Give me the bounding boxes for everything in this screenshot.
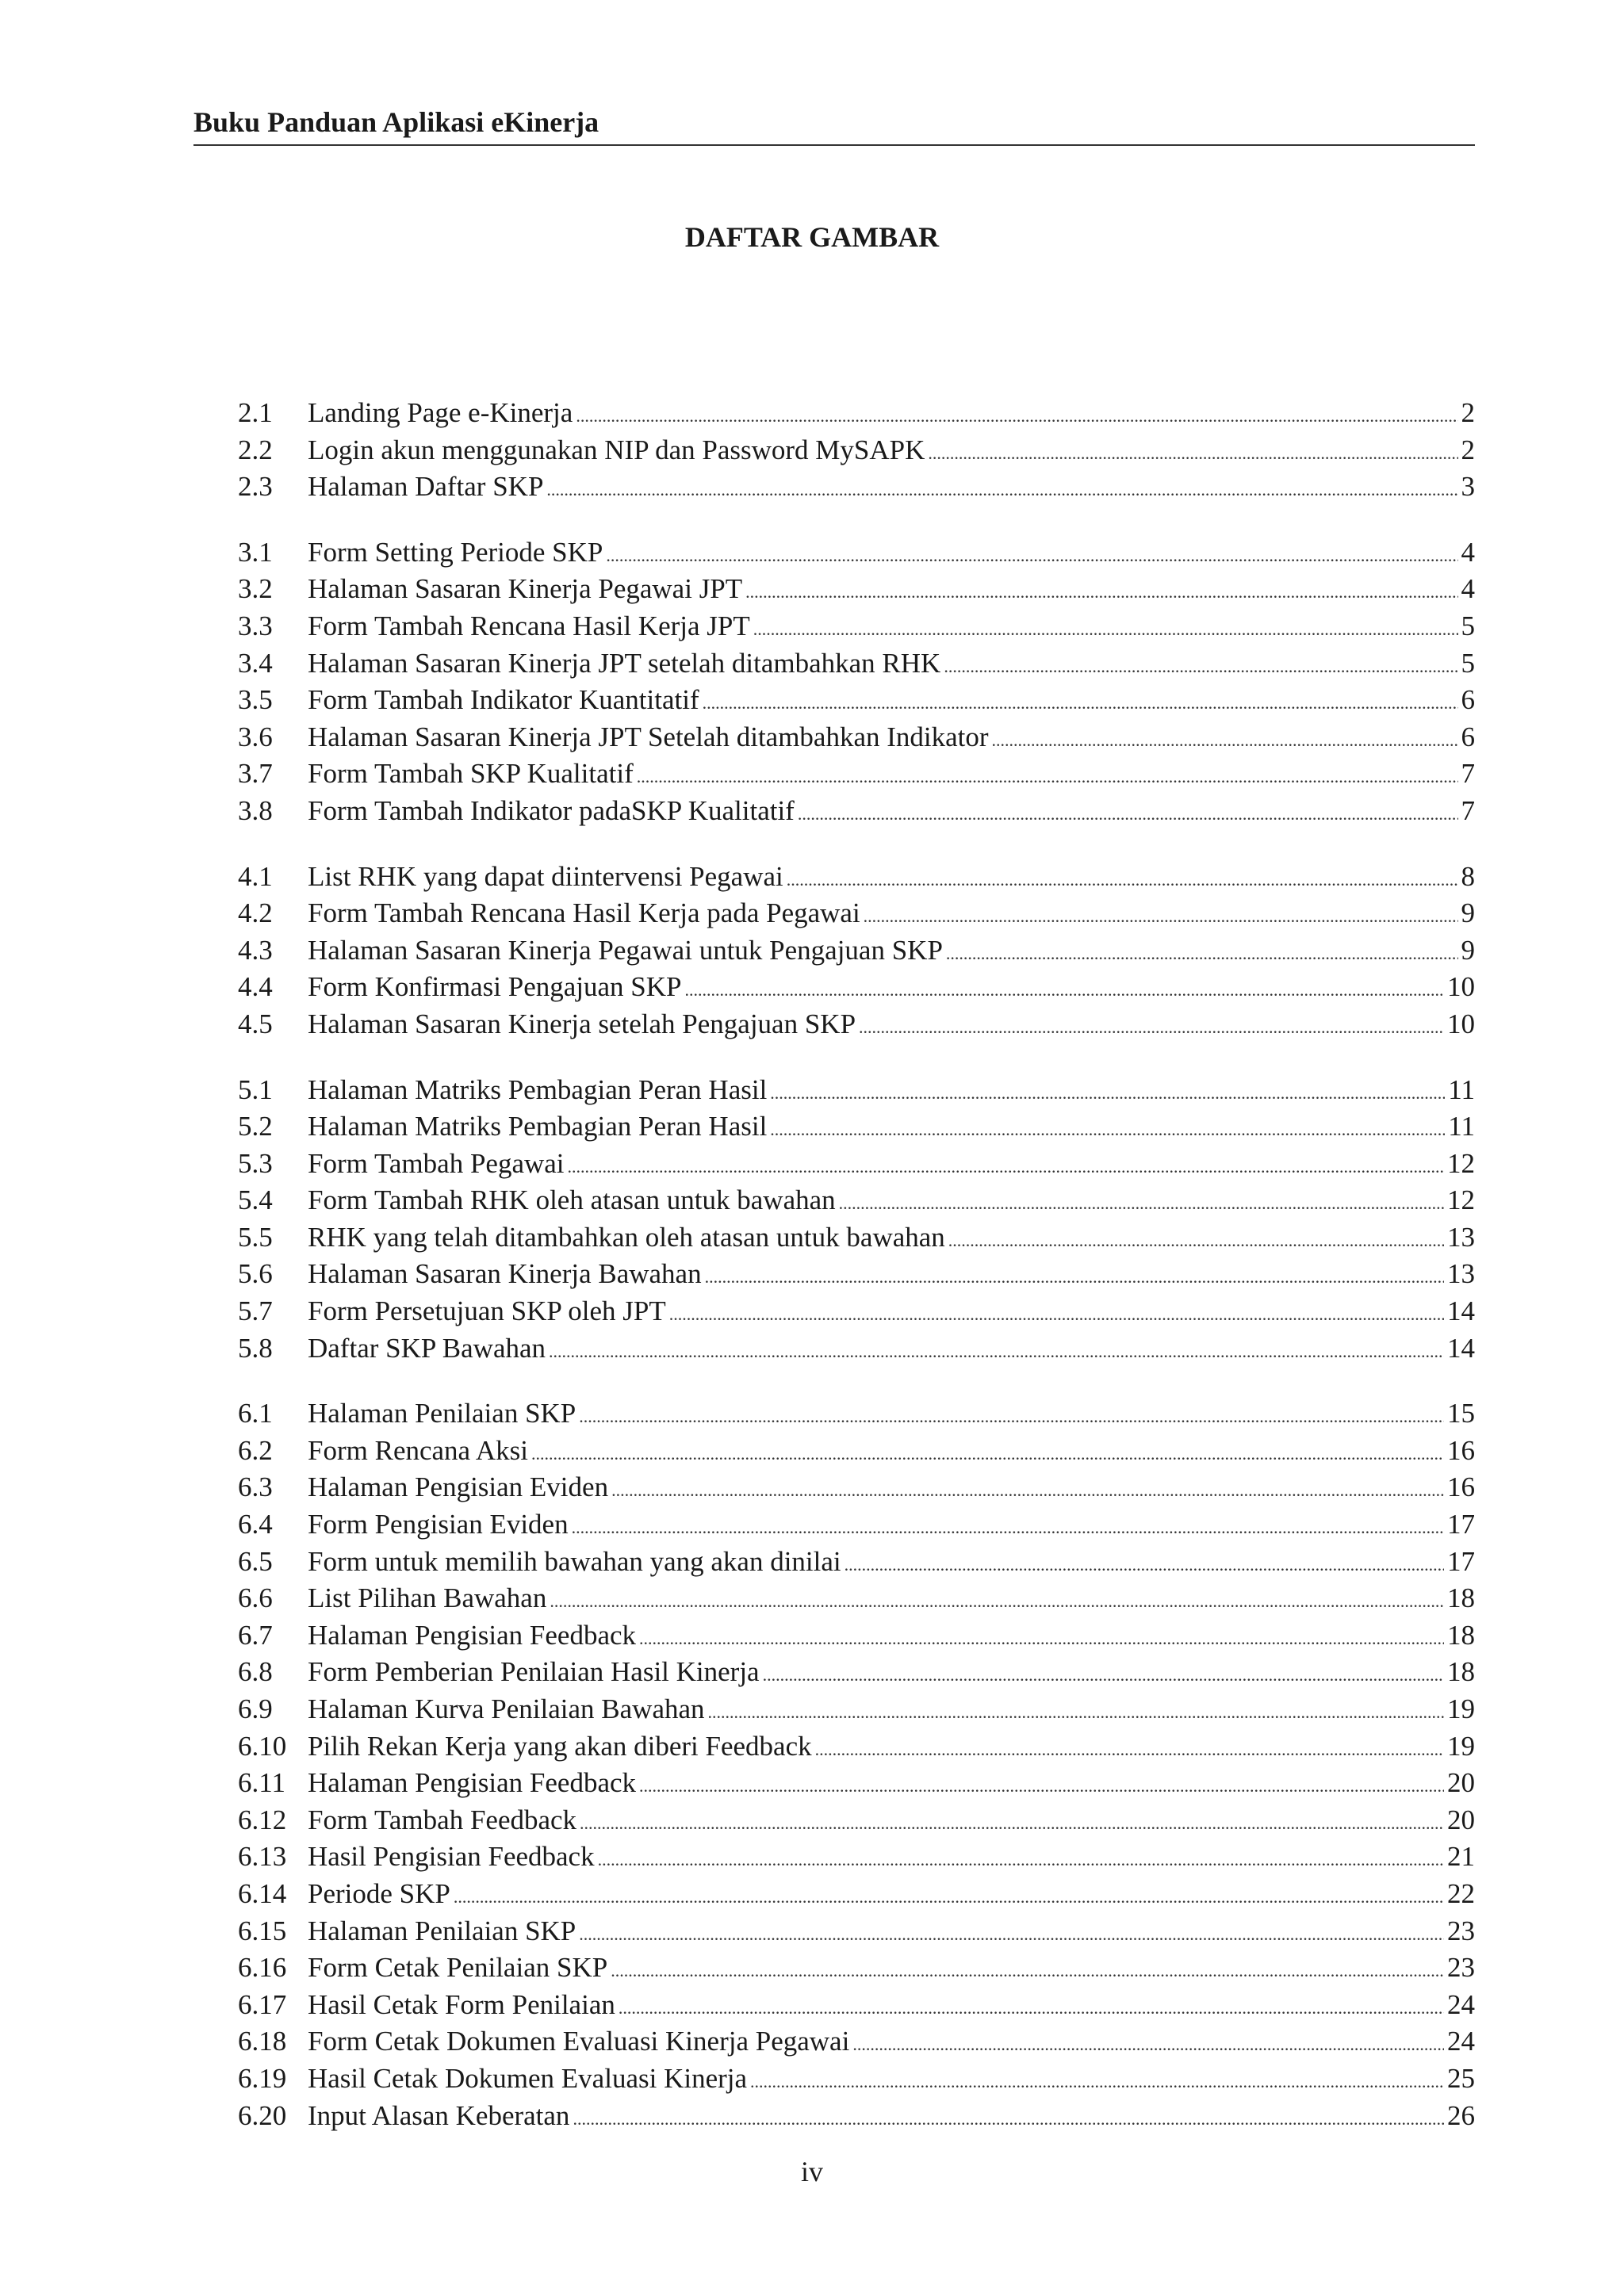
toc-entry[interactable]	[238, 1395, 1475, 1433]
toc-entry[interactable]	[238, 1146, 1475, 1183]
figure-caption: Halaman Sasaran Kinerja JPT setelah ditambahkan RHK	[308, 647, 941, 679]
dot-leader	[611, 1953, 1444, 1990]
toc-entry[interactable]	[238, 859, 1475, 896]
figure-number: 6.20	[238, 2099, 287, 2131]
figure-page-number: 24	[1447, 2026, 1475, 2057]
toc-entry[interactable]	[238, 1691, 1475, 1728]
figure-number: 6.10	[238, 1730, 287, 1762]
figure-number: 6.13	[238, 1841, 287, 1873]
figure-caption: Form Konfirmasi Pengajuan SKP	[308, 971, 682, 1003]
figure-page-number: 12	[1447, 1184, 1475, 1216]
figure-number: 3.1	[238, 536, 273, 568]
figure-caption: Halaman Sasaran Kinerja Pegawai JPT	[308, 573, 743, 605]
figure-number: 4.1	[238, 860, 273, 892]
figure-number: 6.2	[238, 1434, 273, 1466]
figure-number: 6.1	[238, 1398, 273, 1429]
toc-entry[interactable]	[238, 1433, 1475, 1470]
figure-number: 6.8	[238, 1656, 273, 1688]
figure-page-number: 5	[1461, 647, 1475, 679]
figure-page-number: 7	[1461, 794, 1475, 826]
figure-caption: Halaman Sasaran Kinerja JPT Setelah ditambahkan Indikator	[308, 721, 989, 752]
toc-entry[interactable]	[238, 1876, 1475, 1913]
page-title: DAFTAR GAMBAR	[684, 221, 940, 253]
dot-leader	[454, 1879, 1444, 1916]
figure-caption: Form Rencana Aksi	[308, 1434, 529, 1466]
figure-caption: Halaman Penilaian SKP	[308, 1915, 576, 1946]
dot-leader	[864, 898, 1458, 936]
figure-caption: Login akun menggunakan NIP dan Password MySAPK	[308, 434, 925, 465]
toc-group	[238, 859, 1475, 1043]
figure-number: 3.4	[238, 647, 273, 679]
dot-leader	[579, 1399, 1444, 1436]
figure-caption: Form untuk memilih bawahan yang akan dinilai	[308, 1545, 841, 1577]
dot-leader	[815, 1732, 1444, 1769]
figure-page-number: 23	[1447, 1915, 1475, 1946]
dot-leader	[576, 398, 1457, 435]
toc-entry[interactable]	[238, 1469, 1475, 1506]
figure-page-number: 10	[1447, 1008, 1475, 1039]
figure-page-number: 11	[1448, 1073, 1475, 1105]
figure-page-number: 14	[1447, 1295, 1475, 1327]
dot-leader	[579, 1916, 1444, 1954]
dot-leader	[611, 1472, 1444, 1510]
figure-page-number: 18	[1447, 1582, 1475, 1614]
toc-group	[238, 395, 1475, 506]
dot-leader	[992, 722, 1458, 760]
figure-page-number: 17	[1447, 1509, 1475, 1540]
toc-entry[interactable]	[238, 1617, 1475, 1655]
page-number: iv	[800, 2156, 823, 2187]
toc-entry[interactable]	[238, 969, 1475, 1006]
toc-entry[interactable]	[238, 1839, 1475, 1876]
figure-page-number: 8	[1461, 860, 1475, 892]
figure-number: 6.14	[238, 1877, 287, 1909]
figure-page-number: 14	[1447, 1332, 1475, 1364]
figure-number: 2.3	[238, 471, 273, 503]
dot-leader	[750, 2064, 1444, 2101]
figure-number: 6.18	[238, 2026, 287, 2057]
dot-leader	[637, 759, 1458, 796]
figure-caption: Periode SKP	[308, 1877, 450, 1909]
figure-number: 3.2	[238, 573, 273, 605]
figure-caption: RHK yang telah ditambahkan oleh atasan untuk bawahan	[308, 1221, 945, 1253]
figure-page-number: 7	[1461, 758, 1475, 790]
figure-number: 6.11	[238, 1767, 285, 1799]
figure-number: 4.3	[238, 934, 273, 966]
figure-page-number: 6	[1461, 721, 1475, 752]
figure-caption: Halaman Kurva Penilaian Bawahan	[308, 1693, 705, 1724]
figure-caption: Form Tambah Feedback	[308, 1804, 577, 1835]
figure-number: 3.3	[238, 610, 273, 641]
figure-page-number: 9	[1461, 934, 1475, 966]
toc-entry[interactable]	[238, 1580, 1475, 1617]
toc-entry[interactable]	[238, 1219, 1475, 1257]
figure-page-number: 9	[1461, 897, 1475, 929]
figure-page-number: 6	[1461, 684, 1475, 716]
dot-leader	[639, 1768, 1444, 1805]
toc-entry[interactable]	[238, 1654, 1475, 1691]
figure-page-number: 16	[1447, 1434, 1475, 1466]
figure-number: 2.1	[238, 397, 273, 428]
toc-entry[interactable]	[238, 1987, 1475, 2024]
figure-number: 6.7	[238, 1619, 273, 1651]
dot-leader	[669, 1296, 1444, 1334]
figure-number: 5.5	[238, 1221, 273, 1253]
figure-page-number: 25	[1447, 2062, 1475, 2094]
dot-leader	[763, 1657, 1444, 1694]
dot-leader	[639, 1621, 1444, 1658]
figure-caption: Form Pengisian Eviden	[308, 1509, 569, 1540]
toc-entry[interactable]	[238, 2061, 1475, 2098]
figure-caption: Form Tambah Rencana Hasil Kerja JPT	[308, 610, 750, 641]
figure-page-number: 24	[1447, 1988, 1475, 2020]
figure-number: 5.7	[238, 1295, 273, 1327]
figure-number: 3.7	[238, 758, 273, 790]
list-of-figures	[238, 395, 1475, 2163]
dot-leader	[531, 1436, 1444, 1473]
figure-number: 5.4	[238, 1184, 273, 1216]
figure-caption: Pilih Rekan Kerja yang akan diberi Feedback	[308, 1730, 812, 1762]
figure-number: 6.3	[238, 1471, 273, 1503]
toc-entry[interactable]	[238, 932, 1475, 970]
toc-entry[interactable]	[238, 1544, 1475, 1581]
figure-page-number: 26	[1447, 2099, 1475, 2131]
toc-entry[interactable]	[238, 1506, 1475, 1544]
toc-entry[interactable]	[238, 719, 1475, 756]
figure-caption: Hasil Cetak Form Penilaian	[308, 1988, 615, 2020]
figure-number: 4.2	[238, 897, 273, 929]
figure-caption: Daftar SKP Bawahan	[308, 1332, 546, 1364]
figure-page-number: 18	[1447, 1619, 1475, 1651]
figure-caption: Form Tambah Rencana Hasil Kerja pada Pegawai	[308, 897, 860, 929]
dot-leader	[859, 1009, 1444, 1047]
toc-entry[interactable]	[238, 1728, 1475, 1766]
figure-number: 4.5	[238, 1008, 273, 1039]
toc-entry[interactable]	[238, 1182, 1475, 1219]
figure-page-number: 21	[1447, 1841, 1475, 1873]
toc-entry[interactable]	[238, 1802, 1475, 1839]
toc-group	[238, 1072, 1475, 1368]
figure-caption: Halaman Daftar SKP	[308, 471, 544, 503]
figure-caption: Halaman Pengisian Feedback	[308, 1619, 637, 1651]
toc-entry[interactable]	[238, 469, 1475, 506]
figure-caption: List RHK yang dapat diintervensi Pegawai	[308, 860, 783, 892]
toc-entry[interactable]	[238, 1072, 1475, 1109]
page-header	[193, 106, 1475, 146]
figure-caption: Form Cetak Dokumen Evaluasi Kinerja Pegawai	[308, 2026, 850, 2057]
toc-entry[interactable]	[238, 2023, 1475, 2061]
figure-page-number: 13	[1447, 1258, 1475, 1290]
figure-page-number: 11	[1448, 1111, 1475, 1142]
dot-leader	[787, 862, 1458, 899]
dot-leader	[606, 538, 1457, 575]
dot-leader	[573, 2101, 1444, 2138]
figure-caption: Form Persetujuan SKP oleh JPT	[308, 1295, 666, 1327]
dot-leader	[685, 972, 1444, 1009]
header-title: Buku Panduan Aplikasi eKinerja	[193, 106, 599, 138]
toc-entry[interactable]	[238, 432, 1475, 469]
figure-page-number: 22	[1447, 1877, 1475, 1909]
figure-caption: Form Tambah Indikator padaSKP Kualitatif	[308, 794, 795, 826]
dot-leader	[705, 1259, 1444, 1296]
figure-caption: List Pilihan Bawahan	[308, 1582, 547, 1614]
figure-number: 5.1	[238, 1073, 273, 1105]
figure-caption: Form Tambah Pegawai	[308, 1147, 565, 1179]
toc-group	[238, 534, 1475, 830]
figure-page-number: 4	[1461, 573, 1475, 605]
toc-entry[interactable]	[238, 1256, 1475, 1293]
figure-number: 6.12	[238, 1804, 287, 1835]
dot-leader	[550, 1583, 1444, 1621]
dot-leader	[703, 685, 1458, 722]
toc-entry[interactable]	[238, 1108, 1475, 1146]
figure-number: 3.8	[238, 794, 273, 826]
figure-number: 5.6	[238, 1258, 273, 1290]
figure-page-number: 20	[1447, 1767, 1475, 1799]
dot-leader	[549, 1334, 1444, 1371]
figure-page-number: 5	[1461, 610, 1475, 641]
figure-number: 2.2	[238, 434, 273, 465]
toc-entry[interactable]	[238, 608, 1475, 645]
figure-number: 6.17	[238, 1988, 287, 2020]
figure-page-number: 3	[1461, 471, 1475, 503]
dot-leader	[598, 1842, 1444, 1879]
figure-caption: Halaman Matriks Pembagian Peran Hasil	[308, 1073, 768, 1105]
dot-leader	[928, 435, 1457, 473]
figure-caption: Halaman Sasaran Kinerja Pegawai untuk Pengajuan SKP	[308, 934, 943, 966]
toc-entry[interactable]	[238, 1293, 1475, 1330]
dot-leader	[708, 1694, 1444, 1732]
figure-page-number: 15	[1447, 1398, 1475, 1429]
figure-page-number: 2	[1461, 397, 1475, 428]
dot-leader	[580, 1805, 1444, 1843]
figure-page-number: 4	[1461, 536, 1475, 568]
figure-caption: Hasil Pengisian Feedback	[308, 1841, 595, 1873]
figure-caption: Form Tambah SKP Kualitatif	[308, 758, 634, 790]
figure-caption: Halaman Sasaran Kinerja Bawahan	[308, 1258, 702, 1290]
dot-leader	[948, 1223, 1444, 1260]
dot-leader	[753, 611, 1458, 649]
figure-caption: Form Setting Periode SKP	[308, 536, 603, 568]
figure-number: 5.2	[238, 1111, 273, 1142]
toc-entry[interactable]	[238, 895, 1475, 932]
figure-caption: Form Tambah Indikator Kuantitatif	[308, 684, 699, 716]
figure-caption: Input Alasan Keberatan	[308, 2099, 570, 2131]
toc-entry[interactable]	[238, 793, 1475, 830]
figure-caption: Halaman Sasaran Kinerja setelah Pengajuan SKP	[308, 1008, 856, 1039]
toc-entry[interactable]	[238, 645, 1475, 683]
dot-leader	[946, 936, 1458, 973]
figure-caption: Halaman Pengisian Feedback	[308, 1767, 637, 1799]
dot-leader	[770, 1075, 1445, 1112]
dot-leader	[546, 472, 1457, 509]
figure-caption: Form Cetak Penilaian SKP	[308, 1952, 608, 1984]
toc-entry[interactable]	[238, 1330, 1475, 1368]
figure-number: 6.16	[238, 1952, 287, 1984]
dot-leader	[944, 649, 1457, 686]
figure-number: 3.5	[238, 684, 273, 716]
toc-entry[interactable]	[238, 534, 1475, 572]
figure-page-number: 16	[1447, 1471, 1475, 1503]
figure-number: 4.4	[238, 971, 273, 1003]
toc-entry[interactable]	[238, 1006, 1475, 1043]
figure-number: 6.4	[238, 1509, 273, 1540]
dot-leader	[572, 1510, 1444, 1547]
dot-leader	[568, 1149, 1444, 1186]
figure-number: 6.5	[238, 1545, 273, 1577]
figure-caption: Halaman Pengisian Eviden	[308, 1471, 609, 1503]
dot-leader	[770, 1112, 1445, 1149]
figure-caption: Halaman Penilaian SKP	[308, 1398, 576, 1429]
figure-number: 3.6	[238, 721, 273, 752]
figure-number: 6.15	[238, 1915, 287, 1946]
dot-leader	[745, 574, 1457, 611]
dot-leader	[798, 796, 1458, 833]
figure-page-number: 19	[1447, 1730, 1475, 1762]
figure-caption: Form Pemberian Penilaian Hasil Kinerja	[308, 1656, 760, 1688]
figure-page-number: 2	[1461, 434, 1475, 465]
figure-page-number: 10	[1447, 971, 1475, 1003]
figure-page-number: 18	[1447, 1656, 1475, 1688]
dot-leader	[845, 1547, 1444, 1584]
figure-caption: Form Tambah RHK oleh atasan untuk bawahan	[308, 1184, 836, 1216]
figure-caption: Hasil Cetak Dokumen Evaluasi Kinerja	[308, 2062, 748, 2094]
toc-entry[interactable]	[238, 756, 1475, 793]
figure-number: 5.3	[238, 1147, 273, 1179]
toc-entry[interactable]	[238, 2098, 1475, 2135]
figure-number: 6.19	[238, 2062, 287, 2094]
figure-page-number: 20	[1447, 1804, 1475, 1835]
figure-page-number: 13	[1447, 1221, 1475, 1253]
figure-caption: Halaman Matriks Pembagian Peran Hasil	[308, 1111, 768, 1142]
toc-entry[interactable]	[238, 682, 1475, 719]
figure-page-number: 12	[1447, 1147, 1475, 1179]
toc-entry[interactable]	[238, 1950, 1475, 1987]
figure-number: 6.9	[238, 1693, 273, 1724]
figure-caption: Landing Page e-Kinerja	[308, 397, 573, 428]
figure-page-number: 23	[1447, 1952, 1475, 1984]
figure-number: 5.8	[238, 1332, 273, 1364]
toc-group	[238, 1395, 1475, 2134]
toc-entry[interactable]	[238, 571, 1475, 608]
figure-page-number: 19	[1447, 1693, 1475, 1724]
figure-number: 6.6	[238, 1582, 273, 1614]
figure-page-number: 17	[1447, 1545, 1475, 1577]
dot-leader	[852, 2026, 1444, 2064]
toc-entry[interactable]	[238, 1913, 1475, 1950]
dot-leader	[839, 1185, 1444, 1223]
dot-leader	[619, 1990, 1444, 2027]
toc-entry[interactable]	[238, 1765, 1475, 1802]
toc-entry[interactable]	[238, 395, 1475, 432]
